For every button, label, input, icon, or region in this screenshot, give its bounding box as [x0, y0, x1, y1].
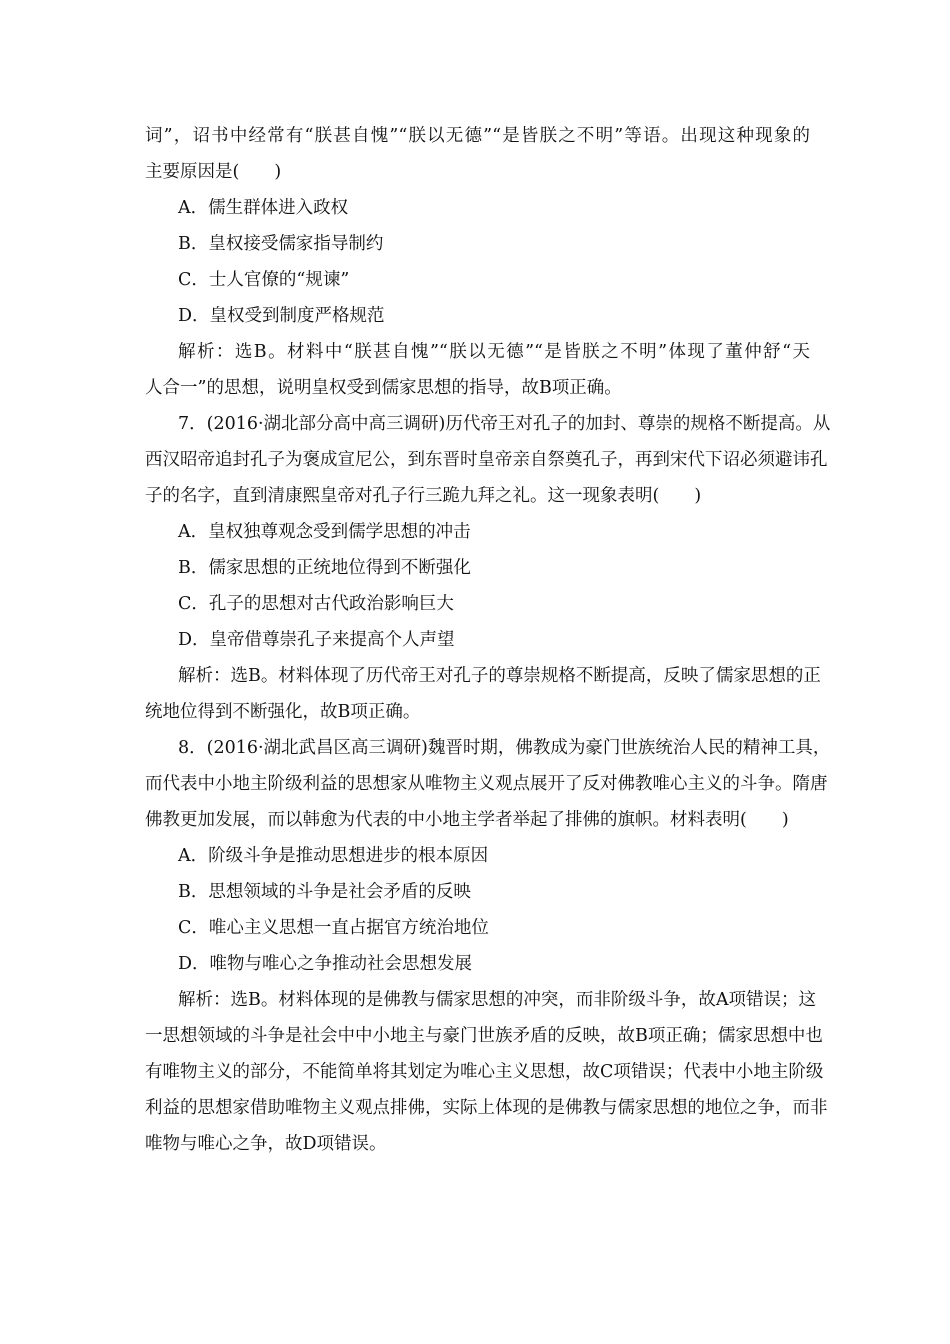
q6-analysis-line-1: 解析：选B。材料中“朕甚自愧”“朕以无德”“是皆朕之不明”体现了董仲舒“天: [178, 342, 810, 362]
q8-stem-line-3: 佛教更加发展，而以韩愈为代表的中小地主学者举起了排佛的旗帜。材料表明( ): [145, 810, 789, 830]
q6-option-a: A．儒生群体进入政权: [178, 198, 349, 218]
q8-stem-line-1: 8．(2016·湖北武昌区高三调研)魏晋时期，佛教成为豪门世族统治人民的精神工具，: [178, 738, 831, 758]
q7-option-a: A．皇权独尊观念受到儒学思想的冲击: [178, 522, 471, 542]
q6-option-c: C．士人官僚的“规谏”: [178, 270, 350, 290]
q8-analysis-line-2: 一思想领域的斗争是社会中中小地主与豪门世族矛盾的反映，故B项正确；儒家思想中也: [145, 1026, 823, 1046]
q7-stem-line-3: 子的名字，直到清康熙皇帝对孔子行三跪九拜之礼。这一现象表明( ): [145, 486, 702, 506]
q7-option-d: D．皇帝借尊崇孔子来提高个人声望: [178, 630, 455, 650]
q8-option-a: A．阶级斗争是推动思想进步的根本原因: [178, 846, 489, 866]
q6-stem-line-1: 词”，诏书中经常有“朕甚自愧”“朕以无德”“是皆朕之不明”等语。出现这种现象的: [145, 126, 810, 146]
q8-analysis-line-1: 解析：选B。材料体现的是佛教与儒家思想的冲突，而非阶级斗争，故A项错误；这: [178, 990, 816, 1010]
q8-analysis-line-5: 唯物与唯心之争，故D项错误。: [145, 1134, 387, 1154]
q8-stem-line-2: 而代表中小地主阶级利益的思想家从唯物主义观点展开了反对佛教唯心主义的斗争。隋唐: [145, 774, 828, 794]
q8-analysis-line-3: 有唯物主义的部分，不能简单将其划定为唯心主义思想，故C项错误；代表中小地主阶级: [145, 1062, 824, 1082]
q8-option-d: D．唯物与唯心之争推动社会思想发展: [178, 954, 473, 974]
q7-option-b: B．儒家思想的正统地位得到不断强化: [178, 558, 471, 578]
q7-stem-line-2: 西汉昭帝追封孔子为褒成宣尼公，到东晋时皇帝亲自祭奠孔子，再到宋代下诏必须避讳孔: [145, 450, 828, 470]
q7-option-c: C．孔子的思想对古代政治影响巨大: [178, 594, 454, 614]
q6-option-b: B．皇权接受儒家指导制约: [178, 234, 384, 254]
q8-analysis-line-4: 利益的思想家借助唯物主义观点排佛，实际上体现的是佛教与儒家思想的地位之争，而非: [145, 1098, 828, 1118]
q8-option-c: C．唯心主义思想一直占据官方统治地位: [178, 918, 489, 938]
q6-analysis-line-2: 人合一”的思想，说明皇权受到儒家思想的指导，故B项正确。: [145, 378, 622, 398]
q7-analysis-line-1: 解析：选B。材料体现了历代帝王对孔子的尊崇规格不断提高，反映了儒家思想的正: [178, 666, 821, 686]
q7-stem-line-1: 7．(2016·湖北部分高中高三调研)历代帝王对孔子的加封、尊崇的规格不断提高。从: [178, 414, 831, 434]
q8-option-b: B．思想领域的斗争是社会矛盾的反映: [178, 882, 471, 902]
q6-option-d: D．皇权受到制度严格规范: [178, 306, 385, 326]
q6-stem-line-2: 主要原因是( ): [145, 162, 282, 182]
q7-analysis-line-2: 统地位得到不断强化，故B项正确。: [145, 702, 421, 722]
